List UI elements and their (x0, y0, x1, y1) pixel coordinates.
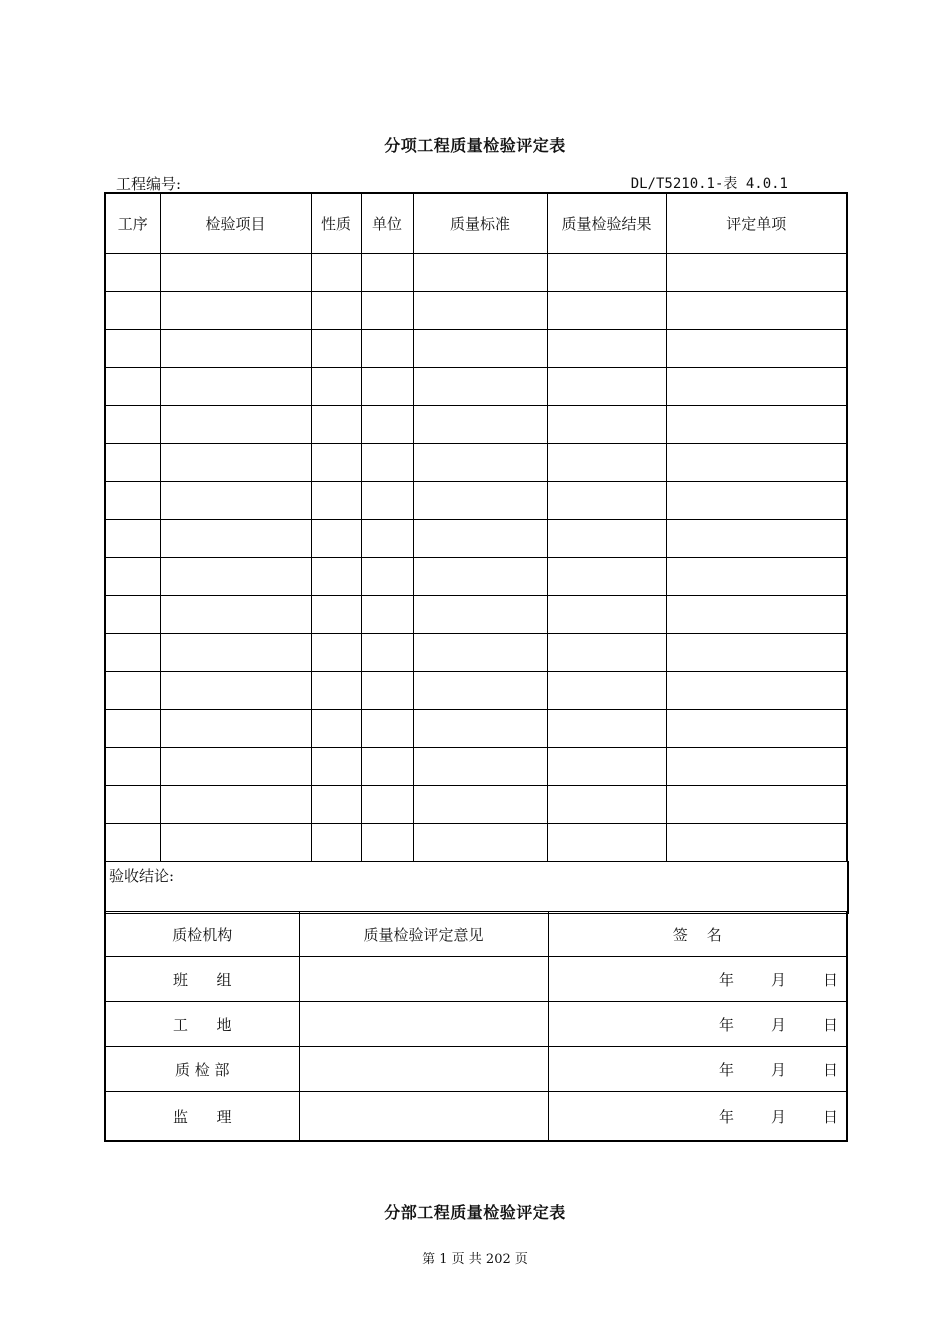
header-inspection-org: 质检机构 (105, 912, 299, 957)
table-cell[interactable] (311, 748, 361, 786)
table-row (105, 444, 847, 482)
table-cell[interactable] (547, 292, 666, 330)
table-cell[interactable] (413, 368, 547, 406)
page-footer: 第 1 页 共 202 页 (422, 1252, 528, 1267)
org-label: 班 组 (105, 957, 299, 1002)
table-cell[interactable] (105, 672, 160, 710)
header-inspection-result: 质量检验结果 (547, 193, 666, 254)
table-cell[interactable] (105, 330, 160, 368)
table-cell[interactable] (160, 254, 311, 292)
table-cell[interactable] (160, 672, 311, 710)
table-cell[interactable] (311, 254, 361, 292)
table-cell[interactable] (105, 596, 160, 634)
table-row (105, 786, 847, 824)
table-cell[interactable] (105, 368, 160, 406)
table-cell[interactable] (666, 672, 847, 710)
table-cell[interactable] (361, 634, 413, 672)
table-cell[interactable] (311, 482, 361, 520)
table-cell[interactable] (311, 444, 361, 482)
table-cell[interactable] (413, 710, 547, 748)
table-cell[interactable] (413, 254, 547, 292)
table-cell[interactable] (105, 558, 160, 596)
conclusion-field[interactable] (104, 861, 849, 914)
month-label: 月 (770, 970, 786, 989)
table-cell[interactable] (311, 634, 361, 672)
signature-row (105, 1092, 847, 1142)
table-cell[interactable] (311, 330, 361, 368)
table-cell[interactable] (160, 520, 311, 558)
table-cell[interactable] (160, 558, 311, 596)
day-label: 日 (822, 1107, 838, 1126)
table-cell[interactable] (666, 368, 847, 406)
signature-row (105, 1002, 847, 1047)
table-cell[interactable] (666, 824, 847, 862)
signature-table (104, 911, 848, 1142)
table-cell[interactable] (361, 672, 413, 710)
table-row (105, 254, 847, 292)
table-cell[interactable] (105, 786, 160, 824)
header-opinion: 质量检验评定意见 (299, 912, 548, 957)
table-header-row (105, 193, 847, 254)
table-cell[interactable] (413, 520, 547, 558)
table-cell[interactable] (666, 330, 847, 368)
table-cell[interactable] (666, 520, 847, 558)
table-cell[interactable] (547, 596, 666, 634)
table-cell[interactable] (547, 558, 666, 596)
table-cell[interactable] (547, 254, 666, 292)
table-cell[interactable] (666, 558, 847, 596)
header-quality-standard: 质量标准 (413, 193, 547, 254)
table-cell[interactable] (666, 596, 847, 634)
signature-date-cell[interactable] (548, 1047, 847, 1092)
org-label: 质 检 部 (105, 1047, 299, 1092)
table-cell[interactable] (666, 786, 847, 824)
org-label: 监 理 (105, 1092, 299, 1142)
table-cell[interactable] (361, 406, 413, 444)
year-label: 年 (718, 1060, 734, 1079)
opinion-cell[interactable] (299, 1002, 548, 1047)
signature-date-cell[interactable] (548, 1092, 847, 1142)
table-cell[interactable] (413, 406, 547, 444)
next-form-title: 分部工程质量检验评定表 (384, 1203, 566, 1222)
table-cell[interactable] (666, 292, 847, 330)
table-cell[interactable] (361, 558, 413, 596)
table-cell[interactable] (160, 748, 311, 786)
table-cell[interactable] (361, 710, 413, 748)
table-row (105, 710, 847, 748)
table-cell[interactable] (361, 444, 413, 482)
signature-row (105, 957, 847, 1002)
day-label: 日 (822, 970, 838, 989)
table-row (105, 482, 847, 520)
table-cell[interactable] (105, 292, 160, 330)
table-row (105, 558, 847, 596)
table-cell[interactable] (311, 406, 361, 444)
table-body (105, 254, 847, 862)
table-row (105, 672, 847, 710)
table-cell[interactable] (105, 748, 160, 786)
table-cell[interactable] (160, 482, 311, 520)
table-row (105, 520, 847, 558)
header-procedure: 工序 (105, 193, 160, 254)
table-cell[interactable] (666, 444, 847, 482)
table-cell[interactable] (105, 634, 160, 672)
table-cell[interactable] (666, 406, 847, 444)
table-row (105, 748, 847, 786)
table-cell[interactable] (413, 444, 547, 482)
table-cell[interactable] (666, 634, 847, 672)
table-cell[interactable] (547, 406, 666, 444)
day-label: 日 (822, 1060, 838, 1079)
table-row (105, 368, 847, 406)
table-cell[interactable] (361, 786, 413, 824)
day-label: 日 (822, 1015, 838, 1034)
table-cell[interactable] (547, 444, 666, 482)
table-cell[interactable] (413, 330, 547, 368)
project-number-label: 工程编号: (116, 175, 182, 193)
table-cell[interactable] (160, 368, 311, 406)
header-rating: 评定单项 (666, 193, 847, 254)
form-title: 分项工程质量检验评定表 (384, 136, 566, 155)
table-cell[interactable] (105, 710, 160, 748)
table-cell[interactable] (547, 672, 666, 710)
table-row (105, 330, 847, 368)
table-cell[interactable] (160, 292, 311, 330)
table-cell[interactable] (547, 482, 666, 520)
table-cell[interactable] (160, 634, 311, 672)
table-cell[interactable] (160, 710, 311, 748)
table-cell[interactable] (361, 330, 413, 368)
table-cell[interactable] (547, 368, 666, 406)
table-cell[interactable] (311, 710, 361, 748)
year-label: 年 (718, 1015, 734, 1034)
header-nature: 性质 (311, 193, 361, 254)
year-label: 年 (718, 1107, 734, 1126)
table-cell[interactable] (311, 520, 361, 558)
table-row (105, 824, 847, 862)
opinion-cell[interactable] (299, 1092, 548, 1142)
table-cell[interactable] (311, 672, 361, 710)
table-cell[interactable] (160, 786, 311, 824)
table-cell[interactable] (666, 254, 847, 292)
table-cell[interactable] (547, 520, 666, 558)
table-cell[interactable] (361, 596, 413, 634)
table-cell[interactable] (413, 482, 547, 520)
table-cell[interactable] (413, 824, 547, 862)
table-cell[interactable] (547, 634, 666, 672)
standard-code: DL/T5210.1-表 4.0.1 (630, 176, 788, 192)
header-signature: 签 名 (548, 912, 847, 957)
table-cell[interactable] (160, 444, 311, 482)
table-cell[interactable] (547, 786, 666, 824)
table-cell[interactable] (547, 748, 666, 786)
table-cell[interactable] (361, 748, 413, 786)
table-cell[interactable] (413, 748, 547, 786)
table-cell[interactable] (311, 786, 361, 824)
table-cell[interactable] (160, 330, 311, 368)
table-cell[interactable] (361, 254, 413, 292)
table-cell[interactable] (311, 368, 361, 406)
table-row (105, 596, 847, 634)
table-cell[interactable] (547, 710, 666, 748)
table-cell[interactable] (311, 292, 361, 330)
header-inspection-item: 检验项目 (160, 193, 311, 254)
table-cell[interactable] (666, 482, 847, 520)
table-cell[interactable] (311, 558, 361, 596)
table-row (105, 406, 847, 444)
table-cell[interactable] (413, 292, 547, 330)
inspection-table (104, 192, 848, 862)
table-cell[interactable] (105, 406, 160, 444)
month-label: 月 (770, 1015, 786, 1034)
table-cell[interactable] (105, 824, 160, 862)
table-cell[interactable] (361, 520, 413, 558)
table-cell[interactable] (413, 596, 547, 634)
table-cell[interactable] (105, 254, 160, 292)
table-cell[interactable] (666, 748, 847, 786)
table-cell[interactable] (666, 710, 847, 748)
table-cell[interactable] (547, 330, 666, 368)
table-cell[interactable] (361, 292, 413, 330)
table-cell[interactable] (105, 482, 160, 520)
table-cell[interactable] (105, 444, 160, 482)
opinion-cell[interactable] (299, 1047, 548, 1092)
signature-row (105, 1047, 847, 1092)
table-cell[interactable] (311, 824, 361, 862)
table-cell[interactable] (413, 558, 547, 596)
table-cell[interactable] (547, 824, 666, 862)
table-cell[interactable] (361, 482, 413, 520)
table-cell[interactable] (105, 520, 160, 558)
table-cell[interactable] (160, 824, 311, 862)
signature-date-cell[interactable] (548, 1002, 847, 1047)
table-cell[interactable] (361, 824, 413, 862)
table-cell[interactable] (160, 596, 311, 634)
table-row (105, 292, 847, 330)
opinion-cell[interactable] (299, 957, 548, 1002)
signature-date-cell[interactable] (548, 957, 847, 1002)
table-cell[interactable] (160, 406, 311, 444)
header-unit: 单位 (361, 193, 413, 254)
signature-header-row (105, 912, 847, 957)
table-row (105, 634, 847, 672)
table-cell[interactable] (413, 634, 547, 672)
table-cell[interactable] (311, 596, 361, 634)
table-cell[interactable] (413, 672, 547, 710)
conclusion-label: 验收结论: (109, 867, 175, 885)
month-label: 月 (770, 1107, 786, 1126)
table-cell[interactable] (413, 786, 547, 824)
year-label: 年 (718, 970, 734, 989)
table-cell[interactable] (361, 368, 413, 406)
month-label: 月 (770, 1060, 786, 1079)
org-label: 工 地 (105, 1002, 299, 1047)
